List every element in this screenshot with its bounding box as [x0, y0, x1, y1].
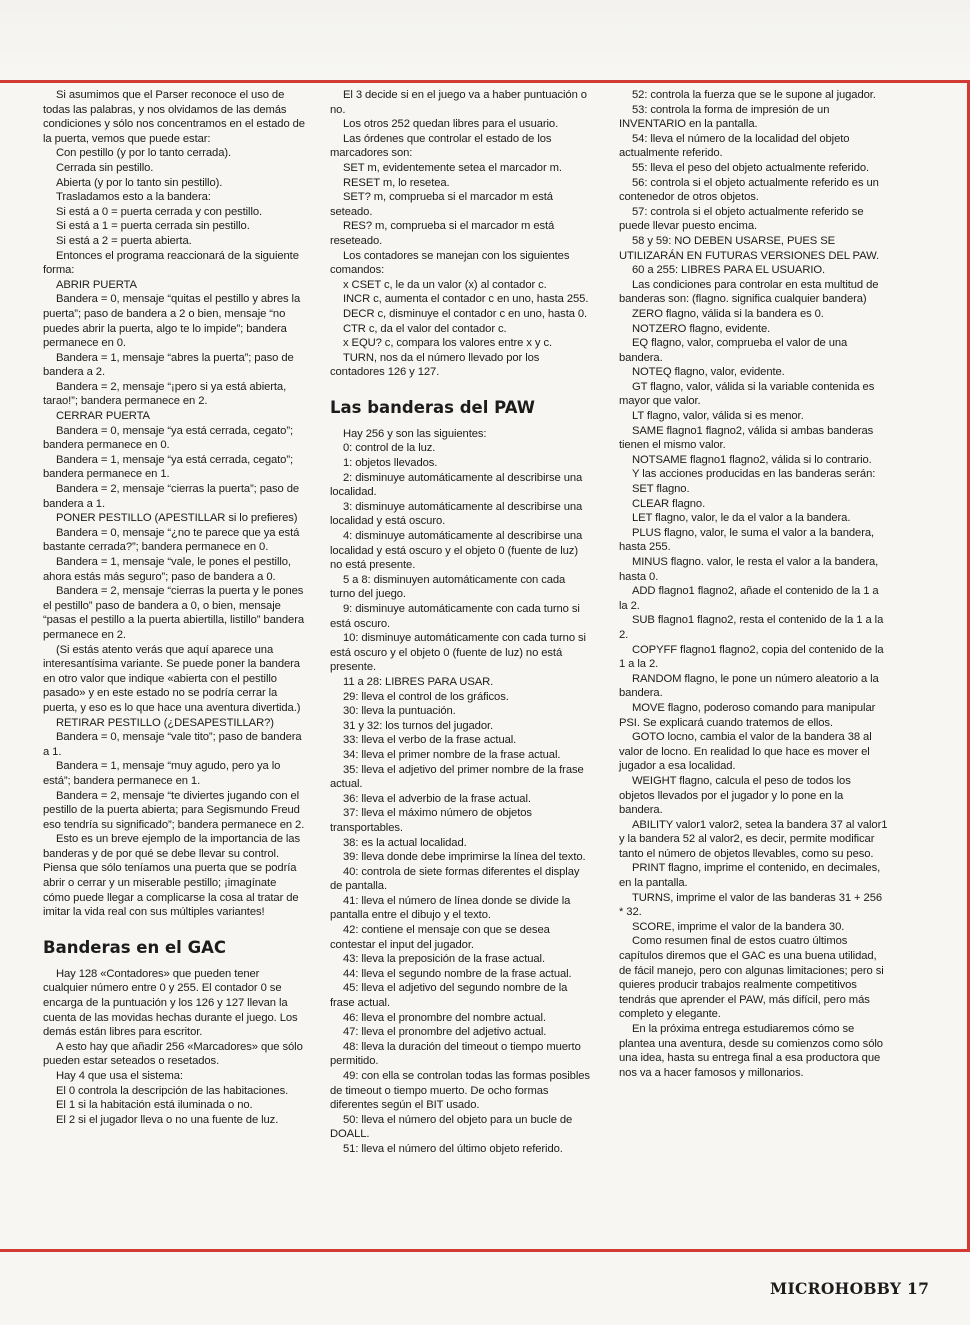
paragraph: PONER PESTILLO (APESTILLAR si lo prefieres): [56, 512, 298, 525]
paragraph: Con pestillo (y por lo tanto cerrada).: [56, 147, 232, 160]
paragraph: Cerrada sin pestillo.: [56, 161, 154, 174]
paragraph: Hay 256 y son las siguientes:: [343, 427, 487, 440]
paragraph: MOVE flagno, poderoso comando para manipular PSI. Se explicará cuando tratemos de ellos.: [619, 701, 876, 729]
paragraph: Como resumen final de estos cuatro últimos capítulos diremos que el GAC es una buena utilidad, de fácil manejo, pero con algunas limitaciones; pero si quieres producir trabajos realmente competitivos tendrás que aprender el PAW, más difícil, pero más completo y elegante.: [619, 935, 884, 1021]
paragraph: 55: lleva el peso del objeto actualmente referido.: [632, 161, 870, 174]
column-2-paw-body: [330, 427, 592, 1157]
paragraph: Los otros 252 quedan libres para el usuario.: [343, 118, 559, 131]
paragraph: ABRIR PUERTA: [56, 278, 137, 291]
paragraph: 54: lleva el número de la localidad del objeto actualmente referido.: [619, 132, 850, 160]
paragraph: A esto hay que añadir 256 «Marcadores» que sólo pueden estar seteados o resetados.: [43, 1040, 303, 1068]
paragraph: 47: lleva el pronombre del adjetivo actual.: [343, 1026, 547, 1039]
paragraph: Bandera = 1, mensaje “muy agudo, pero ya lo está”; bandera permanece en 1.: [43, 760, 281, 787]
paragraph: 58 y 59: NO DEBEN USARSE, PUES SE UTILIZARÁN EN FUTURAS VERSIONES DEL PAW.: [619, 234, 880, 262]
paragraph: Entonces el programa reaccionará de la siguiente forma:: [43, 249, 299, 277]
column-2: [330, 88, 592, 1157]
paragraph: Los contadores se manejan con los siguientes comandos:: [330, 249, 570, 277]
paragraph: GOTO locno, cambia el valor de la bandera 38 al valor de locno. En realidad lo que hace es mover el jugador a esa localidad.: [619, 731, 872, 773]
paragraph: 41: lleva el número de línea donde se divide la pantalla entre el dibujo y el texto.: [330, 894, 571, 922]
paragraph: Las órdenes que controlar el estado de los marcadores son:: [330, 132, 552, 160]
paragraph: 46: lleva el pronombre del nombre actual.: [343, 1011, 546, 1024]
paragraph: NOTEQ flagno, valor, evidente.: [632, 366, 785, 379]
paragraph: WEIGHT flagno, calcula el peso de todos los objetos llevados por el jugador y lo pone en la bandera.: [619, 774, 851, 817]
paragraph: Bandera = 2, mensaje “cierras la puerta”; paso de bandera a 1.: [43, 483, 300, 510]
paragraph: SET flagno.: [632, 483, 690, 496]
paragraph: 56: controla si el objeto actualmente referido es un contenedor de otros objetos.: [619, 176, 879, 204]
paragraph: RES? m, comprueba si el marcador m está reseteado.: [330, 220, 555, 247]
section-heading-paw: Las banderas del PAW: [330, 397, 535, 417]
paragraph: 34: lleva el primer nombre de la frase actual.: [343, 748, 561, 761]
paragraph: SAME flagno1 flagno2, válida si ambas banderas tienen el mismo valor.: [619, 424, 874, 452]
paragraph: El 3 decide si en el juego va a haber puntuación o no.: [330, 89, 587, 116]
paragraph: Bandera = 2, mensaje “cierras la puerta y le pones el pestillo” paso de bandera a 0, o bien, mensaje “pasas el pestillo a la puerta abiertilla, listillo” bandera permanece en 2.: [43, 585, 305, 641]
paragraph: ABILITY valor1 valor2, setea la bandera 37 al valor1 y la bandera 52 al valor2, es decir, permite modificar tanto el número de objetos llevables, como su peso.: [619, 818, 888, 860]
column-1-gac-body: [43, 967, 305, 1128]
paragraph: 35: lleva el adjetivo del primer nombre de la frase actual.: [330, 763, 584, 791]
paragraph: Bandera = 2, mensaje “te diviertes jugando con el pestillo de la puerta abierta; para Segismundo Freud eso tendría su significado”; bandera permanece en 2.: [43, 789, 305, 831]
paragraph: 39: lleva donde debe imprimirse la línea del texto.: [343, 851, 586, 864]
paragraph: INCR c, aumenta el contador c en uno, hasta 255.: [343, 293, 589, 306]
paragraph: Bandera = 1, mensaje “ya está cerrada, cegato”; bandera permanece en 1.: [43, 453, 293, 481]
paragraph: NOTSAME flagno1 flagno2, válida si lo contrario.: [632, 453, 872, 466]
paragraph: 48: lleva la duración del timeout o tiempo muerto permitido.: [330, 1040, 581, 1068]
paragraph: 53: controla la forma de impresión de un INVENTARIO en la pantalla.: [619, 103, 830, 131]
paragraph: 49: con ella se controlan todas las formas posibles de timeout o tiempo muerto. De ocho formas diferentes según el BIT usado.: [330, 1070, 590, 1112]
paragraph: Esto es un breve ejemplo de la importancia de las banderas y de por qué se debe llevar su control. Piensa que sólo teníamos una puerta que se podría abrir o cerrar y un miserable pestillo; ¡imagínate cómo puede llegar a complicarse la cosa al tratar de imitar la vida real con sus múltiples variantes!: [43, 833, 300, 919]
paragraph: En la próxima entrega estudiaremos cómo se plantea una aventura, desde su comienzos como sólo una idea, hasta su entrega final a esa productora que nos va a hacer famosos y millonarios.: [619, 1023, 883, 1079]
paragraph: 31 y 32: los turnos del jugador.: [343, 719, 494, 732]
paragraph: ADD flagno1 flagno2, añade el contenido de la 1 a la 2.: [619, 585, 879, 612]
paragraph: Si está a 1 = puerta cerrada sin pestillo.: [56, 220, 250, 233]
paragraph: GT flagno, valor, válida si la variable contenida es mayor que valor.: [619, 380, 875, 408]
paragraph: DECR c, disminuye el contador c en uno, hasta 0.: [343, 307, 588, 320]
paragraph: Bandera = 0, mensaje “ya está cerrada, cegato”; bandera permanece en 0.: [43, 424, 293, 452]
paragraph: 29: lleva el control de los gráficos.: [343, 690, 509, 703]
page-top-margin: [0, 0, 970, 78]
paragraph: TURN, nos da el número llevado por los contadores 126 y 127.: [330, 351, 540, 379]
paragraph: Abierta (y por lo tanto sin pestillo).: [56, 176, 223, 189]
paragraph: PRINT flagno, imprime el contenido, en decimales, en la pantalla.: [619, 862, 881, 890]
paragraph: 2: disminuye automáticamente al describirse una localidad.: [330, 471, 583, 499]
paragraph: Bandera = 0, mensaje “¿no te parece que ya está bastante cerrada?”; bandera permanece en 0.: [43, 526, 300, 554]
paragraph: Trasladamos esto a la bandera:: [56, 191, 211, 204]
paragraph: 38: es la actual localidad.: [343, 836, 467, 849]
paragraph: CLEAR flagno.: [632, 497, 706, 510]
paragraph: x CSET c, le da un valor (x) al contador c.: [343, 278, 547, 291]
paragraph: 0: control de la luz.: [343, 442, 436, 455]
paragraph: LET flagno, valor, le da el valor a la bandera.: [632, 512, 851, 525]
paragraph: SET? m, comprueba si el marcador m está seteado.: [330, 191, 553, 218]
paragraph: 33: lleva el verbo de la frase actual.: [343, 734, 517, 747]
paragraph: COPYFF flagno1 flagno2, copia del contenido de la 1 a la 2.: [619, 643, 884, 671]
paragraph: 36: lleva el adverbio de la frase actual.: [343, 792, 531, 805]
page-number: 17: [906, 1279, 930, 1298]
paragraph: Las condiciones para controlar en esta multitud de banderas son: (flagno. significa cualquier bandera): [619, 278, 879, 306]
paragraph: 44: lleva el segundo nombre de la frase actual.: [343, 967, 572, 980]
paragraph: x EQU? c, compara los valores entre x y c.: [343, 337, 553, 350]
paragraph: NOTZERO flagno, evidente.: [632, 322, 771, 335]
paragraph: 60 a 255: LIBRES PARA EL USUARIO.: [632, 264, 826, 277]
paragraph: 4: disminuye automáticamente al describirse una localidad y está oscuro y el objeto 0 (fuente de luz) no está presente.: [330, 530, 583, 572]
column-3: [619, 88, 889, 1080]
paragraph: 3: disminuye automáticamente al describirse una localidad y está oscuro.: [330, 500, 583, 528]
paragraph: 45: lleva el adjetivo del segundo nombre de la frase actual.: [330, 982, 568, 1010]
paragraph: Hay 128 «Contadores» que pueden tener cualquier número entre 0 y 255. El contador 0 se encarga de la puntuación y los 126 y 127 llevan la cuenta de las movidas hechas durante el juego. Los demás están libres para escritor.: [43, 967, 298, 1039]
section-heading-gac: Banderas en el GAC: [43, 937, 226, 957]
paragraph: EQ flagno, valor, comprueba el valor de una bandera.: [619, 337, 848, 364]
paragraph: 11 a 28: LIBRES PARA USAR.: [343, 675, 494, 688]
paragraph: 50: lleva el número del objeto para un bucle de DOALL.: [330, 1113, 573, 1141]
paragraph: (Si estás atento verás que aquí aparece una interesantísima variante. Se puede poner la bandera en otro valor que indique «abierta con el pestillo pasado» y en este estado no se podría cerrar la puerta, y eso es lo que hace una aventura divertida.): [43, 643, 301, 714]
paragraph: 5 a 8: disminuyen automáticamente con cada turno del juego.: [330, 573, 566, 601]
paragraph: Hay 4 que usa el sistema:: [56, 1070, 183, 1082]
paragraph: Bandera = 1, mensaje “vale, le pones el pestillo, ahora estás más seguro”; paso de bandera a 0.: [43, 556, 291, 583]
paragraph: Bandera = 1, mensaje “abres la puerta”; paso de bandera a 2.: [43, 351, 294, 379]
paragraph: RESET m, lo resetea.: [343, 176, 450, 189]
paragraph: SCORE, imprime el valor de la bandera 30.: [632, 920, 845, 933]
paragraph: Bandera = 0, mensaje “vale tito”; paso de bandera a 1.: [43, 731, 302, 758]
paragraph: 1: objetos llevados.: [343, 457, 438, 470]
paragraph: MINUS flagno. valor, le resta el valor a la bandera, hasta 0.: [619, 556, 879, 583]
paragraph: 40: controla de siete formas diferentes el display de pantalla.: [330, 865, 580, 893]
paragraph: 10: disminuye automáticamente con cada turno si está oscuro y el objeto 0 (fuente de luz) no está presente.: [330, 632, 586, 674]
paragraph: TURNS, imprime el valor de las banderas 31 + 256 * 32.: [619, 891, 883, 919]
paragraph: RANDOM flagno, le pone un número aleatorio a la bandera.: [619, 672, 879, 700]
paragraph: SUB flagno1 flagno2, resta el contenido de la 1 a la 2.: [619, 614, 884, 641]
paragraph: 43: lleva la preposición de la frase actual.: [343, 953, 545, 966]
paragraph: PLUS flagno, valor, le suma el valor a la bandera, hasta 255.: [619, 526, 875, 554]
column-3-body: [619, 88, 889, 1080]
paragraph: CERRAR PUERTA: [56, 410, 150, 423]
paragraph: 30: lleva la puntuación.: [343, 705, 456, 718]
paragraph: Bandera = 0, mensaje “quitas el pestillo y abres la puerta”; paso de bandera a 2 o bien, mensaje “no puedes abrir la puerta, algo te lo impide”; bandera permanece en 0.: [43, 293, 301, 350]
paragraph: 57: controla si el objeto actualmente referido se puede llevar puesto encima.: [619, 205, 864, 233]
paragraph: 52: controla la fuerza que se le supone al jugador.: [632, 89, 876, 101]
paragraph: Si asumimos que el Parser reconoce el uso de todas las palabras, y nos olvidamos de las demás condiciones y sólo nos concentramos en el estado de la puerta, vemos que puede estar:: [43, 89, 305, 145]
paragraph: Y las acciones producidas en las banderas serán:: [632, 468, 876, 481]
paragraph: ZERO flagno, válida si la bandera es 0.: [632, 307, 824, 320]
paragraph: El 2 si el jugador lleva o no una fuente de luz.: [56, 1113, 279, 1126]
magazine-name: MICROHOBBY: [770, 1279, 902, 1298]
paragraph: 9: disminuye automáticamente con cada turno si está oscuro.: [330, 603, 580, 630]
paragraph: Bandera = 2, mensaje “¡pero si ya está abierta, tarao!”; bandera permanece en 2.: [43, 380, 287, 408]
paragraph: SET m, evidentemente setea el marcador m.: [343, 161, 562, 174]
paragraph: 37: lleva el máximo número de objetos transportables.: [330, 807, 532, 834]
paragraph: RETIRAR PESTILLO (¿DESAPESTILLAR?): [56, 716, 274, 729]
paragraph: 42: contiene el mensaje con que se desea contestar el input del jugador.: [330, 924, 550, 951]
paragraph: Si está a 2 = puerta abierta.: [56, 234, 192, 247]
paragraph: El 0 controla la descripción de las habitaciones.: [56, 1084, 289, 1097]
page-footer: [770, 1279, 929, 1298]
column-1: [43, 88, 305, 1127]
paragraph: CTR c, da el valor del contador c.: [343, 322, 507, 335]
column-1-body: [43, 88, 305, 920]
column-2-body: [330, 88, 592, 380]
paragraph: Si está a 0 = puerta cerrada y con pestillo.: [56, 205, 263, 218]
paragraph: El 1 si la habitación está iluminada o no.: [56, 1099, 253, 1112]
paragraph: 51: lleva el número del último objeto referido.: [343, 1142, 563, 1155]
paragraph: LT flagno, valor, válida si es menor.: [632, 410, 804, 423]
